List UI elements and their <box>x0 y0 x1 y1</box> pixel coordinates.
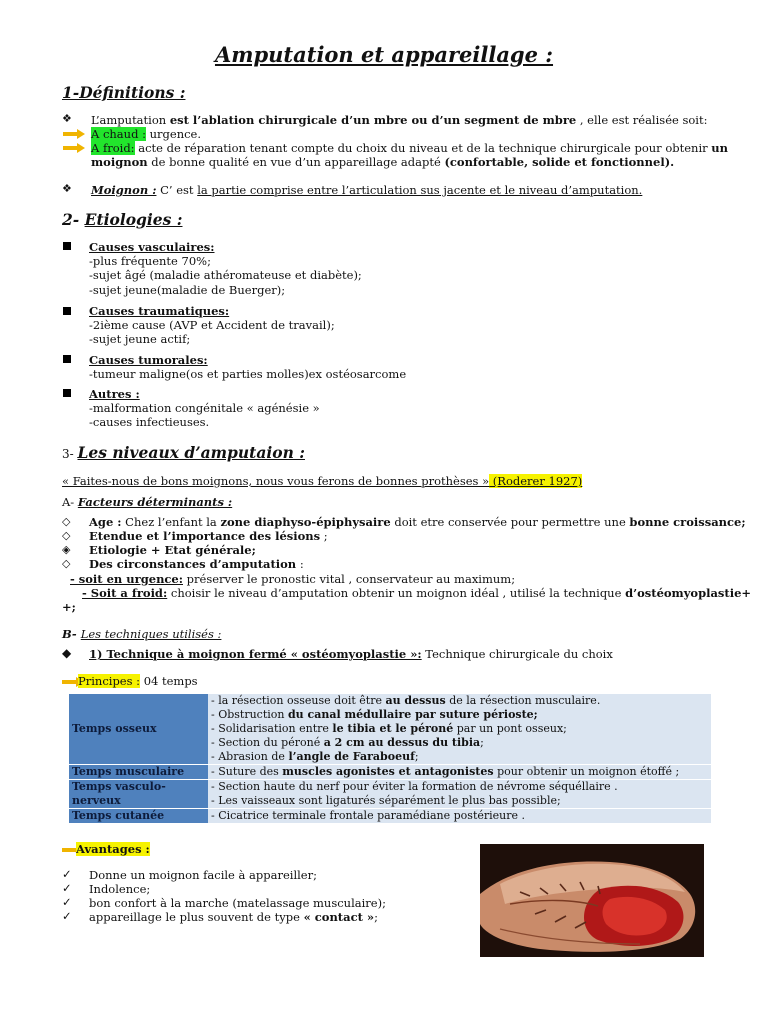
quote-text: « Faites-nous de bons moignons, nous vous ferons de bonnes prothèses » <box>62 474 490 488</box>
text-run: moignon <box>91 155 148 169</box>
square-bullet-icon <box>63 389 71 397</box>
factor-item <box>89 557 304 571</box>
text-run: pour obtenir un moignon étoffé ; <box>493 765 680 778</box>
table-line <box>211 694 708 708</box>
text-run: au dessus <box>385 694 446 707</box>
stump-photo <box>480 844 704 957</box>
square-bullet-icon <box>63 242 71 250</box>
section-2-heading-text: Etiologies : <box>84 210 183 229</box>
text-run: de bonne qualité en vue d’un appareillage adapté <box>147 155 445 169</box>
text-run: - soit en urgence: <box>70 572 183 586</box>
cause-group-title: Causes tumorales: <box>89 353 208 367</box>
table-row <box>69 809 711 824</box>
text-run: urgence. <box>145 127 202 141</box>
text-run: ; <box>414 750 419 763</box>
techniques-table <box>69 694 711 824</box>
open-diamond-icon: ◇ <box>62 515 71 528</box>
text-run: , elle est réalisée soit: <box>576 113 708 127</box>
avantage-item: Donne un moignon facile à appareiller; <box>89 868 317 882</box>
checkmark-icon: ✓ <box>62 881 72 895</box>
principes-line <box>78 674 198 688</box>
urgence-line <box>70 572 515 586</box>
table-body-cell <box>208 694 711 765</box>
text-run: un <box>711 141 729 155</box>
text-run: zone diaphyso-épiphysaire <box>220 515 391 529</box>
principes-label: Principes : <box>78 674 141 688</box>
quote-reference: (Roderer 1927) <box>489 474 583 488</box>
text-run: - Abrasion de <box>211 750 289 763</box>
text-run: est l’ablation chirurgicale d’un mbre ou d’un segment de mbre <box>169 113 577 127</box>
table-line <box>211 722 708 736</box>
table-head-cell: Temps vasculo-nerveux <box>69 780 208 809</box>
avantage-item <box>89 910 378 924</box>
text-run: d’ostéomyoplastie+ <box>625 586 752 600</box>
text-run: Age : <box>89 515 122 529</box>
text-run: l’angle de Faraboeuf <box>288 750 415 763</box>
text-run: Des circonstances d’amputation <box>89 557 297 571</box>
text-run: Les techniques utilisés : <box>80 627 222 641</box>
cause-line: -plus fréquente 70%; <box>89 254 211 268</box>
cause-line: -causes infectieuses. <box>89 415 210 429</box>
text-run: L’amputation <box>91 113 170 127</box>
text-run: la partie comprise entre l’articulation sus jacente et le niveau d’amputation. <box>197 183 643 197</box>
text-run: Technique chirurgicale du choix <box>421 647 613 661</box>
table-body-cell <box>208 780 711 809</box>
text-run: par un pont osseux; <box>453 722 567 735</box>
text-run: « contact » <box>303 910 375 924</box>
text-run: 04 temps <box>140 674 198 688</box>
text-run: ; <box>320 529 328 543</box>
avantages-heading <box>76 842 150 856</box>
table-head-cell: Temps osseux <box>69 694 208 765</box>
text-run: : <box>296 557 304 571</box>
text-run: du canal médullaire par suture périoste; <box>287 708 538 721</box>
text-run: Etiologie + Etat générale; <box>89 543 256 557</box>
text-run: - Obstruction <box>211 708 288 721</box>
checkmark-icon: ✓ <box>62 895 72 909</box>
table-body-cell <box>208 765 711 780</box>
table-body-cell: - Cicatrice terminale frontale paramédiane postérieure . <box>208 809 711 824</box>
factor-item <box>89 529 328 543</box>
text-run: A- <box>62 495 78 509</box>
filled-diamond-icon: ◈ <box>62 543 71 556</box>
arrow-icon <box>63 144 85 152</box>
text-run: choisir le niveau d’amputation obtenir un moignon idéal , utilisé la technique <box>167 586 626 600</box>
table-line <box>211 736 708 750</box>
table-line <box>211 708 708 722</box>
text-run: doit etre conservée pour permettre une <box>390 515 630 529</box>
table-head-cell: Temps musculaire <box>69 765 208 780</box>
square-bullet-icon <box>63 307 71 315</box>
document-title: Amputation et appareillage : <box>214 42 554 67</box>
text-run: préserver le pronostic vital , conservateur au maximum; <box>183 572 516 586</box>
text-run: (confortable, solide et fonctionnel). <box>444 155 675 169</box>
subsection-a-heading <box>62 495 232 509</box>
quote-line <box>62 474 582 488</box>
text-run: acte de réparation tenant compte du choix du niveau et de la technique chirurgicale pour obtenir <box>134 141 712 155</box>
table-line <box>211 750 708 764</box>
a-froid-line <box>91 141 728 155</box>
text-run: - Suture des <box>211 765 283 778</box>
avantages-label: Avantages : <box>76 842 150 856</box>
technique-1-line <box>89 647 613 661</box>
text-run: Facteurs déterminants : <box>77 495 233 509</box>
text-run: - Section du péroné <box>211 736 324 749</box>
arrow-icon <box>63 130 85 138</box>
text-run: ; <box>374 910 378 924</box>
table-row <box>69 780 711 809</box>
square-bullet-icon <box>63 355 71 363</box>
text-run: muscles agonistes et antagonistes <box>282 765 494 778</box>
text-run: Chez l’enfant la <box>121 515 221 529</box>
text-run: bonne croissance; <box>629 515 746 529</box>
cause-line: -sujet jeune actif; <box>89 332 191 346</box>
text-run: appareillage le plus souvent de type <box>89 910 304 924</box>
a-chaud-label: A chaud : <box>91 127 146 141</box>
section-2-heading <box>62 210 182 229</box>
checkmark-icon: ✓ <box>62 867 72 881</box>
text-run: - Solidarisation entre <box>211 722 333 735</box>
section-number: 3- <box>62 447 78 461</box>
cause-group-title: Causes traumatiques: <box>89 304 230 318</box>
text-run: Etendue et l’importance des lésions <box>89 529 321 543</box>
open-diamond-icon: ◇ <box>62 557 71 570</box>
a-froid-label: A froid: <box>91 141 135 155</box>
diamond-bullet-icon: ❖ <box>62 112 72 125</box>
checkmark-icon: ✓ <box>62 909 72 923</box>
cause-group-title: Autres : <box>89 387 140 401</box>
subsection-b-heading <box>62 627 221 641</box>
froid-line-cont: +; <box>62 600 76 614</box>
text-run: ; <box>480 736 484 749</box>
open-diamond-icon: ◇ <box>62 529 71 542</box>
text-run: C’ est <box>156 183 198 197</box>
avantage-item: Indolence; <box>89 882 151 896</box>
factor-item <box>89 515 746 529</box>
section-1-heading <box>62 83 185 102</box>
text-run: - Soit a froid: <box>82 586 168 600</box>
diamond-bullet-icon: ❖ <box>62 182 72 195</box>
section-3-heading <box>62 443 305 462</box>
table-row <box>69 694 711 765</box>
table-line: - Section haute du nerf pour éviter la formation de névrome séquéllaire . <box>211 780 618 793</box>
text-run: B- <box>62 627 81 641</box>
cause-line: -sujet jeune(maladie de Buerger); <box>89 283 286 297</box>
moignon-label: Moignon : <box>91 183 157 197</box>
froid-line <box>82 586 751 600</box>
text-run: le tibia et le péroné <box>332 722 454 735</box>
text-run: de la résection musculaire. <box>445 694 601 707</box>
text-run: a 2 cm au dessus du tibia <box>323 736 481 749</box>
factor-item <box>89 543 256 557</box>
cause-line: -tumeur maligne(os et parties molles)ex ostéosarcome <box>89 367 407 381</box>
avantage-item: bon confort à la marche (matelassage musculaire); <box>89 896 386 910</box>
a-froid-line-2 <box>91 155 674 169</box>
text-run: 1) Technique à moignon fermé « ostéomyoplastie »: <box>89 647 422 661</box>
text-run: - la résection osseuse doit être <box>211 694 386 707</box>
cause-line: -2ième cause (AVP et Accident de travail); <box>89 318 335 332</box>
table-line: - Les vaisseaux sont ligaturés séparément le plus bas possible; <box>211 794 561 807</box>
a-chaud-line <box>91 127 201 141</box>
definition-moignon <box>91 183 642 197</box>
section-1-heading-text: 1-Définitions : <box>62 83 186 102</box>
cause-line: -sujet âgé (maladie athéromateuse et diabète); <box>89 268 362 282</box>
filled-diamond-icon: ◆ <box>62 646 72 660</box>
cause-line: -malformation congénitale « agénésie » <box>89 401 320 415</box>
definition-amputation <box>91 113 707 127</box>
table-row <box>69 765 711 780</box>
cause-group-title: Causes vasculaires: <box>89 240 215 254</box>
section-3-heading-text: Les niveaux d’amputaion : <box>77 443 305 462</box>
table-head-cell: Temps cutanée <box>69 809 208 824</box>
section-number: 2- <box>62 210 85 229</box>
